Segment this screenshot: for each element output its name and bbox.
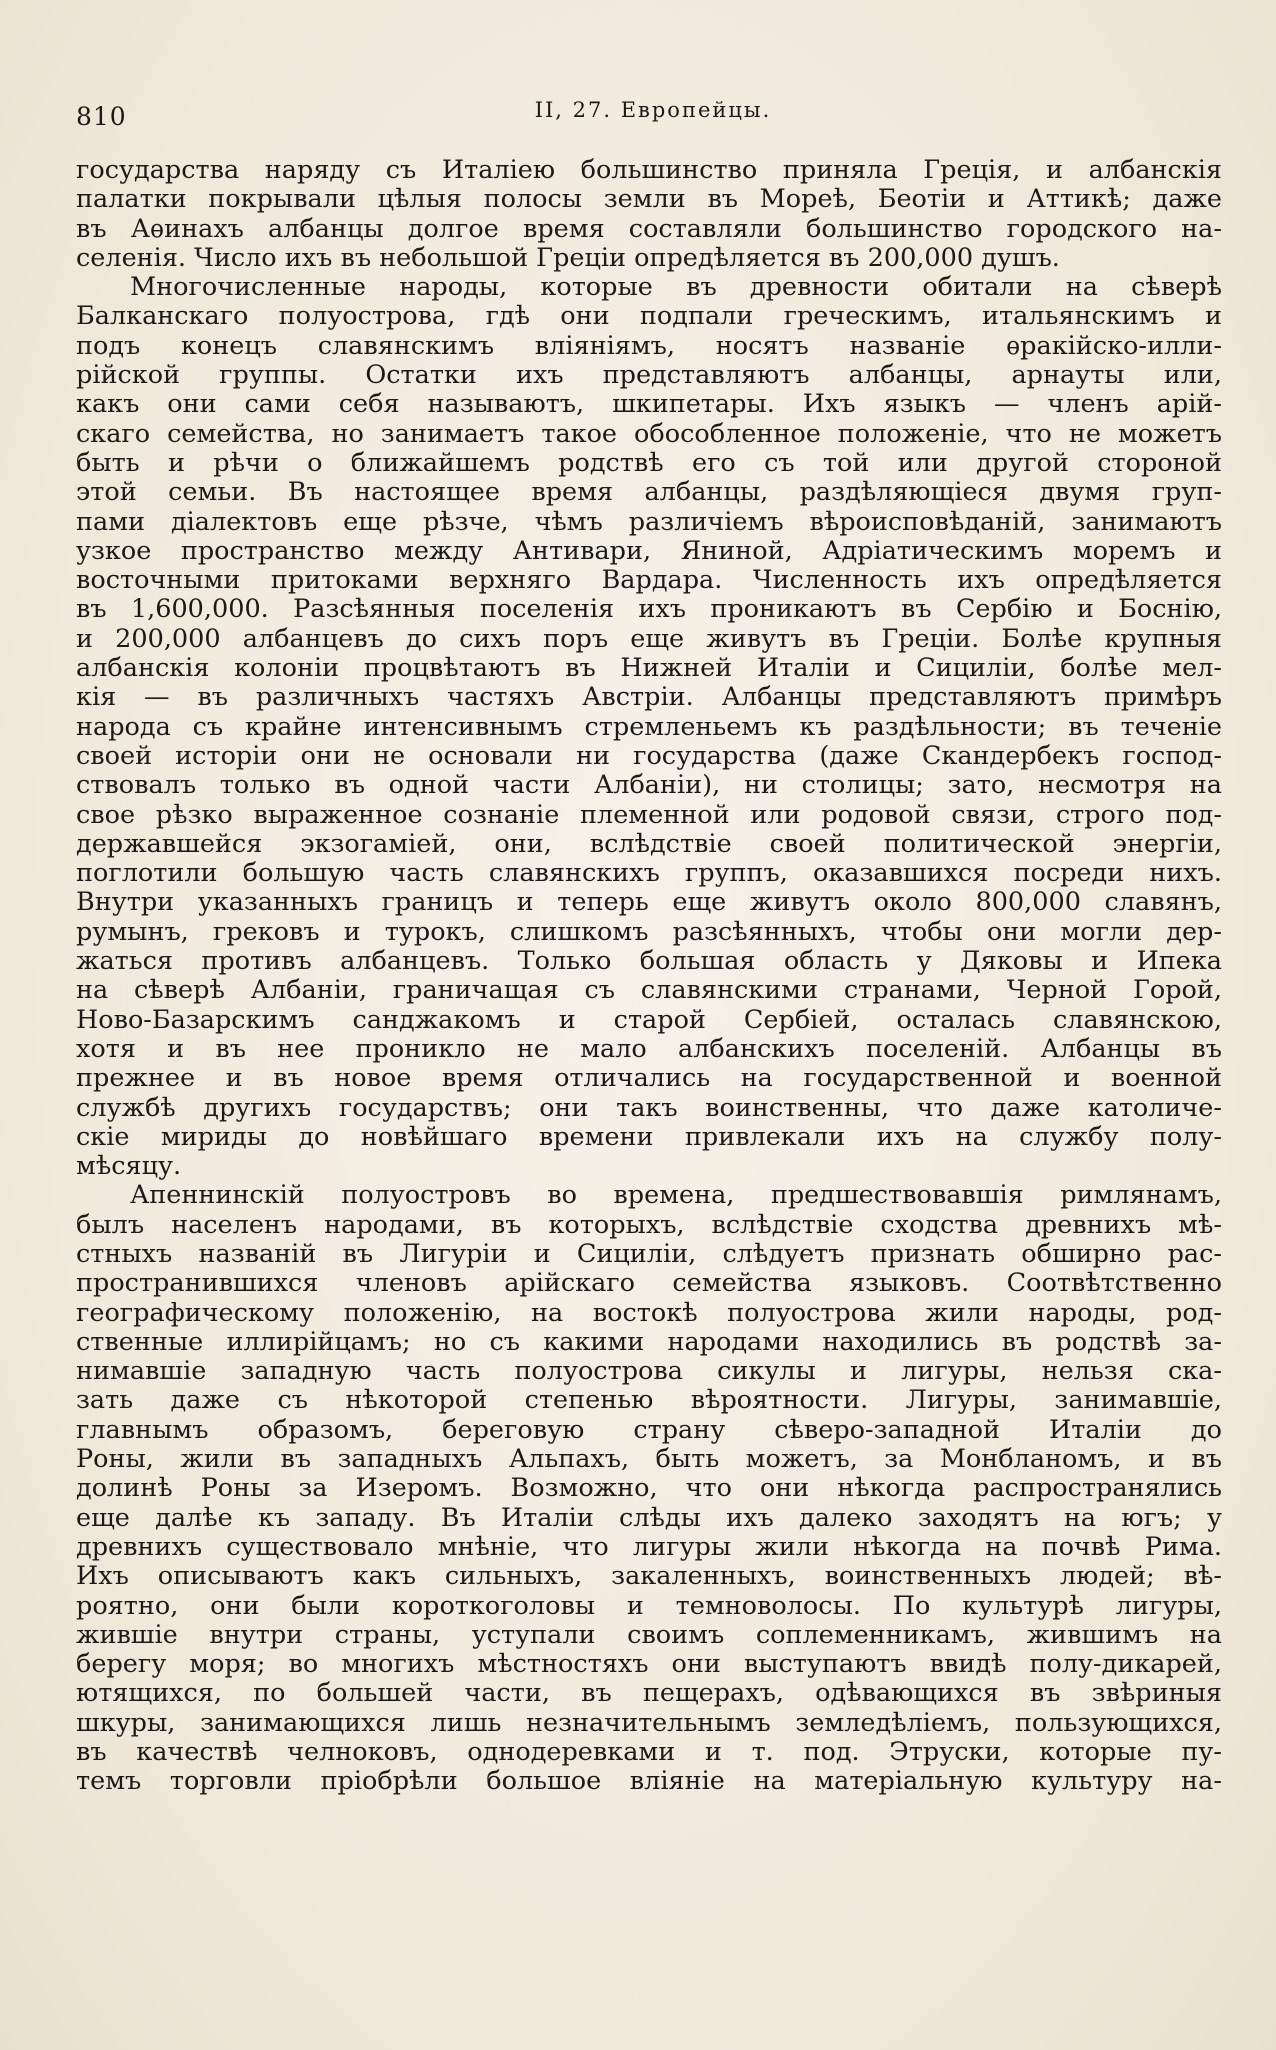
text-line: долинѣ Роны за Изеромъ. Возможно, что они нѣкогда распространялись [76, 1473, 1222, 1504]
text-line: берегу моря; во многихъ мѣстностяхъ они выступаютъ ввидѣ полу-дикарей, [76, 1649, 1222, 1680]
text-line: восточными притоками верхняго Вардара. Численность ихъ опредѣляется [76, 565, 1222, 596]
text-line: палатки покрывали цѣлыя полосы земли въ Мореѣ, Беотіи и Аттикѣ; даже [76, 184, 1222, 215]
text-line: зать даже съ нѣкоторой степенью вѣроятности. Лигуры, занимавшіе, [76, 1385, 1222, 1416]
text-line: хотя и въ нее проникло не мало албанскихъ поселеній. Албанцы въ [76, 1033, 1222, 1064]
text-line: пами діалектовъ еще рѣзче, чѣмъ различіемъ вѣроисповѣданій, занимаютъ [76, 506, 1222, 537]
text-line: узкое пространство между Антивари, Яниной, Адріатическимъ моремъ и [76, 535, 1222, 566]
text-line: пространившихся членовъ арійскаго семейства языковъ. Соотвѣтственно [76, 1268, 1222, 1299]
text-line: кія — въ различныхъ частяхъ Австріи. Албанцы представляютъ примѣръ [76, 682, 1222, 713]
text-line: Роны, жили въ западныхъ Альпахъ, быть можетъ, за Монбланомъ, и въ [76, 1444, 1222, 1475]
text-line: мѣсяцу. [76, 1151, 182, 1182]
text-line: въ Аѳинахъ албанцы долгое время составляли большинство городского на- [76, 213, 1222, 244]
text-line: Многочисленные народы, которые въ древности обитали на сѣверѣ [130, 272, 1222, 303]
text-line: главнымъ образомъ, береговую страну сѣверо-западной Италіи до [76, 1414, 1222, 1445]
text-line: быть и рѣчи о ближайшемъ родствѣ его съ той или другой стороной [76, 447, 1222, 478]
text-line: этой семьи. Въ настоящее время албанцы, раздѣляющіеся двумя груп- [76, 477, 1222, 508]
text-line: въ качествѣ челноковъ, однодеревками и т. под. Этруски, которые пу- [76, 1737, 1222, 1768]
text-line: темъ торговли пріобрѣли большое вліяніе на матеріальную культуру на- [76, 1766, 1222, 1797]
text-line: Внутри указанныхъ границъ и теперь еще живутъ около 800,000 славянъ, [76, 887, 1222, 918]
text-line: ствовалъ только въ одной части Албаніи), ни столицы; зато, несмотря на [76, 770, 1222, 801]
text-line: на сѣверѣ Албаніи, граничащая съ славянскими странами, Черной Горой, [76, 975, 1222, 1006]
text-line: поглотили большую часть славянскихъ группъ, оказавшихся посреди нихъ. [76, 858, 1222, 889]
text-line: селенія. Число ихъ въ небольшой Греціи опредѣляется въ 200,000 душъ. [76, 242, 1060, 273]
text-line: жившіе внутри страны, уступали своимъ соплеменникамъ, жившимъ на [76, 1619, 1222, 1650]
text-line: народа съ крайне интенсивнымъ стремленьемъ къ раздѣльности; въ теченіе [76, 711, 1222, 742]
text-line: подъ конецъ славянскимъ вліяніямъ, носятъ названіе ѳракійско-илли- [76, 330, 1222, 361]
text-line: роятно, они были короткоголовы и темноволосы. По культурѣ лигуры, [76, 1590, 1222, 1621]
text-line: Апеннинскій полуостровъ во времена, предшествовавшія римлянамъ, [130, 1180, 1222, 1211]
text-line: албанскія колоніи процвѣтаютъ въ Нижней Италіи и Сициліи, болѣе мел- [76, 653, 1222, 684]
text-line: и 200,000 албанцевъ до сихъ поръ еще живутъ въ Греціи. Болѣе крупныя [76, 623, 1222, 654]
text-line: державшейся экзогаміей, они, вслѣдствіе своей политической энергіи, [76, 828, 1222, 859]
text-line: румынъ, грековъ и турокъ, слишкомъ разсѣянныхъ, чтобы они могли дер- [76, 916, 1222, 947]
text-line: своей исторіи они не основали ни государства (даже Скандербекъ господ- [76, 740, 1222, 771]
text-line: географическому положенію, на востокѣ полуострова жили народы, род- [76, 1297, 1222, 1328]
text-line: Ново-Базарскимъ санджакомъ и старой Сербіей, осталась славянскою, [76, 1004, 1222, 1035]
text-line: ственные иллирійцамъ; но съ какими народами находились въ родствѣ за- [76, 1326, 1222, 1357]
page-header [76, 98, 1230, 134]
text-line: ютящихся, по большей части, въ пещерахъ, одѣвающихся въ звѣриныя [76, 1678, 1222, 1709]
text-line: Балканскаго полуострова, гдѣ они подпали греческимъ, итальянскимъ и [76, 301, 1222, 332]
text-line: какъ они сами себя называютъ, шкипетары. Ихъ языкъ — членъ арій- [76, 389, 1222, 420]
text-line: древнихъ существовало мнѣніе, что лигуры жили нѣкогда на почвѣ Рима. [76, 1531, 1222, 1562]
body-text [76, 156, 1222, 1797]
text-line: шкуры, занимающихся лишь незначительнымъ земледѣліемъ, пользующихся, [76, 1707, 1222, 1738]
text-line: службѣ другихъ государствъ; они такъ воинственны, что даже католиче- [76, 1092, 1222, 1123]
text-line: прежнее и въ новое время отличались на государственной и военной [76, 1063, 1222, 1094]
page-number: 810 [76, 102, 127, 131]
text-line: нимавшіе западную часть полуострова сикулы и лигуры, нельзя ска- [76, 1356, 1222, 1387]
text-line: былъ населенъ народами, въ которыхъ, вслѣдствіе сходства древнихъ мѣ- [76, 1209, 1222, 1240]
text-line: скаго семейства, но занимаетъ такое обособленное положеніе, что не можетъ [76, 418, 1222, 449]
running-head: II, 27. Европейцы. [534, 98, 772, 122]
text-line: въ 1,600,000. Разсѣянныя поселенія ихъ проникаютъ въ Сербію и Боснію, [76, 594, 1222, 625]
text-line: стныхъ названій въ Лигуріи и Сициліи, слѣдуетъ признать обширно рас- [76, 1238, 1222, 1269]
text-line: государства наряду съ Италіею большинство приняла Греція, и албанскія [76, 155, 1222, 185]
text-line: рійской группы. Остатки ихъ представляютъ албанцы, арнауты или, [76, 360, 1222, 391]
text-line: еще далѣе къ западу. Въ Италіи слѣды ихъ далеко заходятъ на югъ; у [76, 1502, 1222, 1533]
text-line: жаться противъ албанцевъ. Только большая область у Дяковы и Ипека [76, 946, 1222, 977]
text-line: свое рѣзко выраженное сознаніе племенной или родовой связи, строго под- [76, 799, 1222, 830]
text-line: Ихъ описываютъ какъ сильныхъ, закаленныхъ, воинственныхъ людей; вѣ- [76, 1561, 1222, 1592]
text-line: скіе мириды до новѣйшаго времени привлекали ихъ на службу полу- [76, 1121, 1222, 1152]
